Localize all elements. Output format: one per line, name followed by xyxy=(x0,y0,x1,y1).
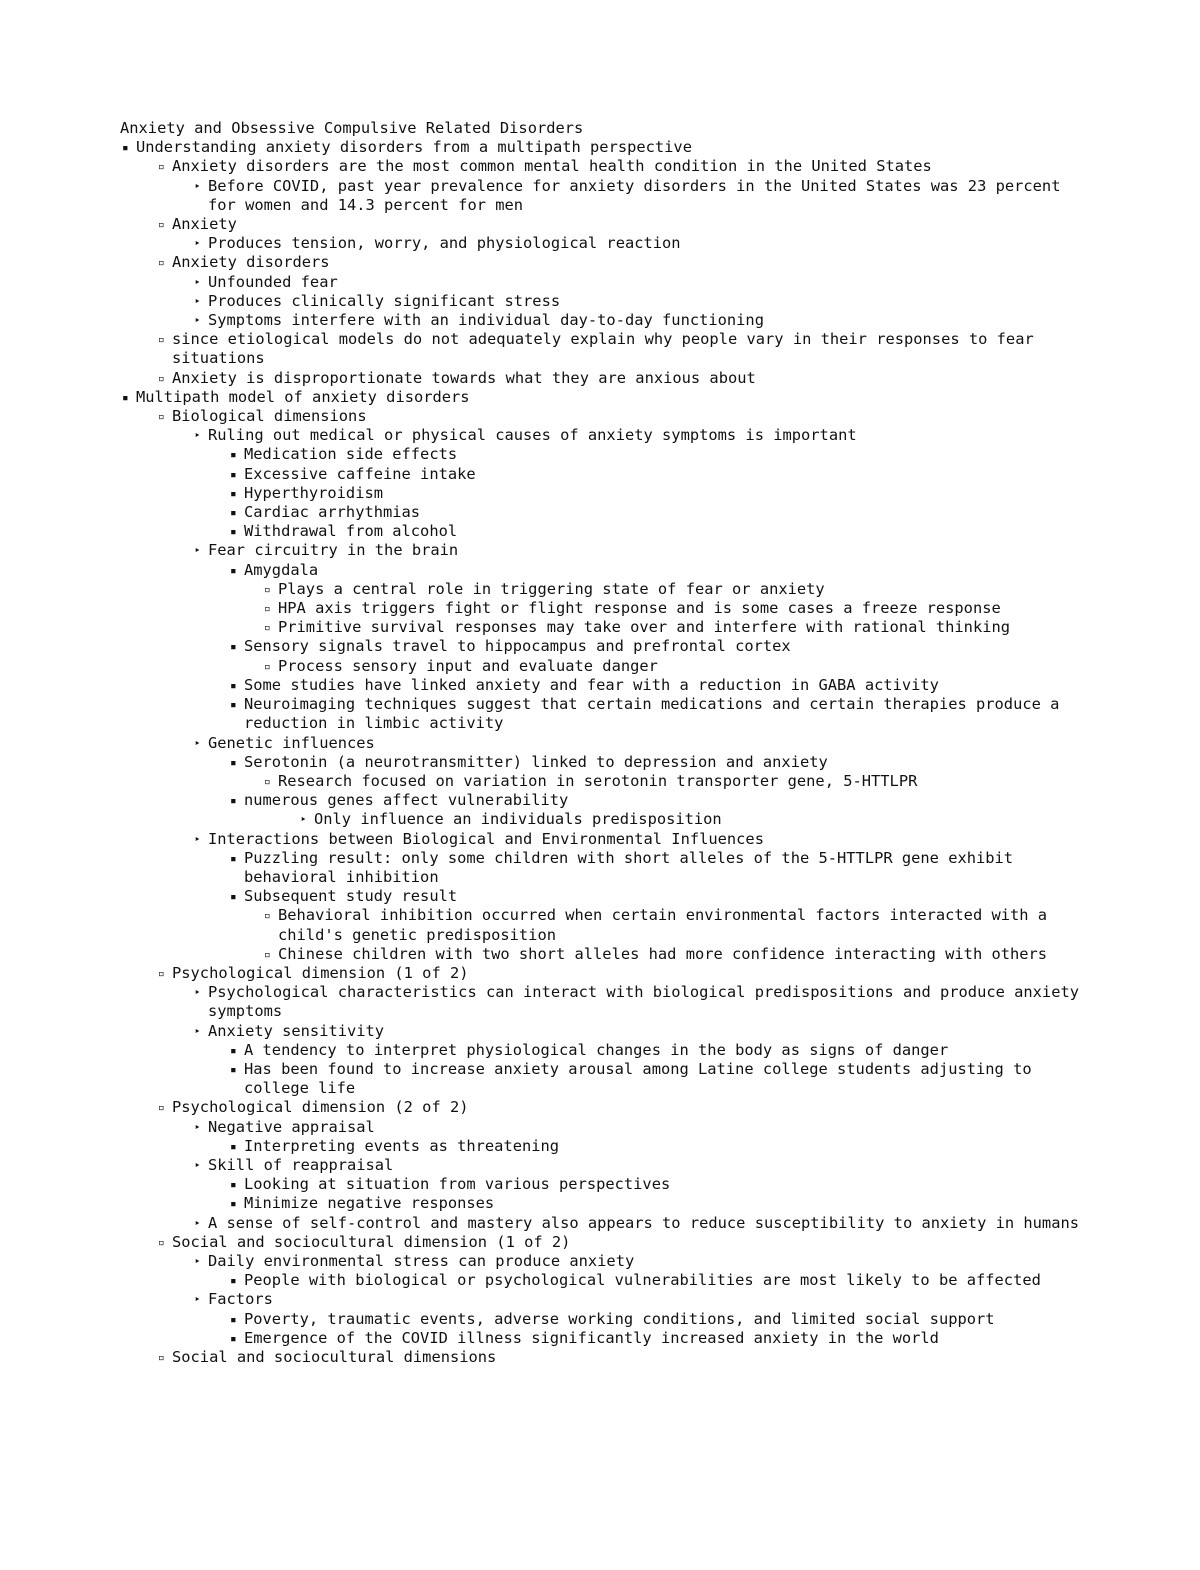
bullet-marker-icon: ‣ xyxy=(194,275,201,289)
bullet-marker-icon: ▪ xyxy=(230,1043,237,1057)
outline-item-text: Interactions between Biological and Environmental Influences xyxy=(208,829,764,848)
outline-item xyxy=(120,465,1088,484)
outline-item xyxy=(120,426,1088,445)
outline-item xyxy=(120,772,1088,791)
outline-item xyxy=(120,657,1088,676)
outline-item xyxy=(120,1252,1088,1271)
bullet-marker-icon: ▪ xyxy=(230,755,237,769)
bullet-marker-icon: ▪ xyxy=(230,467,237,481)
bullet-marker-icon: ‣ xyxy=(194,1293,201,1307)
outline-item xyxy=(120,1137,1088,1156)
bullet-marker-icon: ▫ xyxy=(158,160,165,174)
outline-item-text: Genetic influences xyxy=(208,733,375,752)
outline-item-text: Anxiety disorders are the most common mental health condition in the United States xyxy=(172,157,932,176)
outline-item xyxy=(120,138,1088,157)
outline-item xyxy=(120,157,1088,176)
bullet-marker-icon: ▫ xyxy=(158,1351,165,1364)
outline-item xyxy=(120,830,1088,849)
outline-item-text: Neuroimaging techniques suggest that certain medications and certain therapies produce a reduction in limbic activity xyxy=(244,695,1069,733)
document-title: Anxiety and Obsessive Compulsive Related Disorders xyxy=(120,119,584,137)
bullet-marker-icon: ‣ xyxy=(194,179,201,193)
outline-item-text: Social and sociocultural dimension (1 of 2) xyxy=(172,1232,571,1251)
outline-item-text: Psychological dimension (2 of 2) xyxy=(172,1098,469,1117)
bullet-marker-icon: ▪ xyxy=(230,1312,237,1326)
outline-item-text: Factors xyxy=(208,1290,273,1309)
bullet-marker-icon: ▫ xyxy=(158,333,165,347)
bullet-marker-icon: ▫ xyxy=(158,218,165,232)
bullet-marker-icon: ▪ xyxy=(230,890,237,904)
outline-item-text: Biological dimensions xyxy=(172,407,367,426)
bullet-marker-icon: ▪ xyxy=(230,448,237,462)
document-body xyxy=(120,119,1088,1367)
outline-item xyxy=(120,388,1088,407)
outline-item xyxy=(120,1175,1088,1194)
outline-item-text: Serotonin (a neurotransmitter) linked to depression and anxiety xyxy=(244,752,828,771)
outline-item xyxy=(120,1271,1088,1290)
bullet-marker-icon: ▫ xyxy=(158,1235,165,1249)
outline-item xyxy=(120,945,1088,964)
bullet-marker-icon: ▪ xyxy=(230,794,237,808)
outline-item xyxy=(120,369,1088,388)
bullet-marker-icon: ▫ xyxy=(158,256,165,270)
bullet-marker-icon: ‣ xyxy=(194,832,201,846)
outline-item-text: since etiological models do not adequately explain why people vary in their responses to fear situations xyxy=(172,330,1044,368)
outline-item-text: Emergence of the COVID illness significantly increased anxiety in the world xyxy=(244,1328,939,1347)
bullet-marker-icon: ▫ xyxy=(264,659,271,673)
bullet-marker-icon: ‣ xyxy=(194,1120,201,1134)
outline-item xyxy=(120,964,1088,983)
outline-item xyxy=(120,273,1088,292)
outline-item-text: Behavioral inhibition occurred when certain environmental factors interacted with a child's genetic predisposition xyxy=(278,906,1057,944)
outline-item-text: Excessive caffeine intake xyxy=(244,464,476,483)
outline-item xyxy=(120,695,1088,733)
outline-item xyxy=(120,311,1088,330)
outline-item xyxy=(120,541,1088,560)
bullet-marker-icon: ▪ xyxy=(230,1331,237,1345)
outline-item-text: Chinese children with two short alleles had more confidence interacting with others xyxy=(278,944,1048,963)
outline-item-text: Anxiety sensitivity xyxy=(208,1021,385,1040)
outline-item-text: HPA axis triggers fight or flight response and is some cases a freeze response xyxy=(278,599,1001,618)
outline-item-text: Plays a central role in triggering state of fear or anxiety xyxy=(278,579,825,598)
bullet-marker-icon: ‣ xyxy=(194,314,201,328)
outline-item xyxy=(120,253,1088,272)
outline-item xyxy=(120,484,1088,503)
outline-item xyxy=(120,1041,1088,1060)
outline-item-text: Fear circuitry in the brain xyxy=(208,541,459,560)
bullet-marker-icon: ‣ xyxy=(194,1024,201,1038)
outline-item xyxy=(120,1098,1088,1117)
outline-item-text: Anxiety is disproportionate towards what they are anxious about xyxy=(172,368,756,387)
outline-item xyxy=(120,445,1088,464)
bullet-marker-icon: ▪ xyxy=(230,1178,237,1192)
outline-item-text: Sensory signals travel to hippocampus and prefrontal cortex xyxy=(244,637,791,656)
outline-item xyxy=(120,849,1088,887)
outline-item-text: Has been found to increase anxiety arousal among Latine college students adjusting to college life xyxy=(244,1059,1041,1098)
outline-list xyxy=(120,138,1088,1367)
outline-item-text: Poverty, traumatic events, adverse working conditions, and limited social support xyxy=(244,1309,995,1328)
outline-item-text: Symptoms interfere with an individual day-to-day functioning xyxy=(208,311,764,330)
outline-item xyxy=(120,676,1088,695)
outline-item-text: Puzzling result: only some children with short alleles of the 5-HTTLPR gene exhibit behavioral inhibition xyxy=(244,848,1023,886)
outline-item xyxy=(120,1348,1088,1367)
outline-item-text: Unfounded fear xyxy=(208,272,338,291)
outline-item xyxy=(120,292,1088,311)
outline-item xyxy=(120,407,1088,426)
bullet-marker-icon: ▪ xyxy=(230,506,237,520)
outline-item xyxy=(120,580,1088,599)
outline-item-text: Looking at situation from various perspectives xyxy=(244,1175,671,1194)
outline-item xyxy=(120,734,1088,753)
outline-item-text: Produces tension, worry, and physiological reaction xyxy=(208,234,681,253)
bullet-marker-icon: ▫ xyxy=(264,909,271,923)
bullet-marker-icon: ▪ xyxy=(230,851,237,865)
outline-item-text: Psychological characteristics can interact with biological predispositions and produce anxiety symptoms xyxy=(208,983,1089,1021)
outline-item xyxy=(120,791,1088,810)
outline-item xyxy=(120,561,1088,580)
outline-item-text: Interpreting events as threatening xyxy=(244,1136,560,1155)
bullet-marker-icon: ▪ xyxy=(230,640,237,654)
bullet-marker-icon: ‣ xyxy=(300,813,307,827)
bullet-marker-icon: ‣ xyxy=(194,544,201,558)
outline-item-text: Daily environmental stress can produce anxiety xyxy=(208,1251,635,1270)
outline-item xyxy=(120,887,1088,906)
outline-item xyxy=(120,1214,1088,1233)
outline-item xyxy=(120,637,1088,656)
outline-item-text: Minimize negative responses xyxy=(244,1194,495,1213)
outline-item-text: Anxiety disorders xyxy=(172,253,330,272)
outline-item xyxy=(120,177,1088,215)
outline-item xyxy=(120,215,1088,234)
bullet-marker-icon: ‣ xyxy=(194,237,201,251)
bullet-marker-icon: ‣ xyxy=(194,429,201,443)
outline-item-text: People with biological or psychological vulnerabilities are most likely to be affected xyxy=(244,1271,1041,1290)
outline-item xyxy=(120,983,1088,1021)
outline-item-text: Before COVID, past year prevalence for anxiety disorders in the United States was 23 percent for women and 14.3 percent for men xyxy=(208,176,1070,214)
outline-item-text: Multipath model of anxiety disorders xyxy=(136,387,470,406)
outline-item xyxy=(120,1156,1088,1175)
outline-item-text: Produces clinically significant stress xyxy=(208,291,561,310)
outline-item xyxy=(120,503,1088,522)
outline-item xyxy=(120,1194,1088,1213)
outline-item-text: numerous genes affect vulnerability xyxy=(244,791,569,810)
bullet-marker-icon: ▪ xyxy=(230,698,237,712)
outline-item-text: Social and sociocultural dimensions xyxy=(172,1348,497,1366)
outline-item xyxy=(120,1022,1088,1041)
outline-item-text: Negative appraisal xyxy=(208,1117,375,1136)
outline-item-text: Subsequent study result xyxy=(244,887,458,906)
bullet-marker-icon: ▪ xyxy=(230,486,237,500)
outline-item-text: Research focused on variation in serotonin transporter gene, 5-HTTLPR xyxy=(278,771,918,790)
outline-item-text: A sense of self-control and mastery also appears to reduce susceptibility to anxiety in humans xyxy=(208,1213,1079,1232)
outline-item-text: Process sensory input and evaluate danger xyxy=(278,656,658,675)
bullet-marker-icon: ▪ xyxy=(122,390,129,404)
outline-item xyxy=(120,330,1088,368)
outline-item xyxy=(120,906,1088,944)
outline-item-text: Skill of reappraisal xyxy=(208,1155,394,1174)
bullet-marker-icon: ▫ xyxy=(158,1101,165,1115)
outline-item xyxy=(120,1233,1088,1252)
outline-item-text: Anxiety xyxy=(172,215,237,234)
bullet-marker-icon: ▪ xyxy=(230,525,237,539)
bullet-marker-icon: ▪ xyxy=(230,1062,237,1076)
outline-item-text: Some studies have linked anxiety and fear with a reduction in GABA activity xyxy=(244,675,939,694)
bullet-marker-icon: ‣ xyxy=(194,986,201,1000)
bullet-marker-icon: ▪ xyxy=(230,1274,237,1288)
bullet-marker-icon: ▪ xyxy=(230,678,237,692)
outline-item xyxy=(120,599,1088,618)
outline-item-text: Only influence an individuals predisposition xyxy=(314,810,722,829)
outline-item-text: Medication side effects xyxy=(244,445,458,464)
outline-item xyxy=(120,1310,1088,1329)
bullet-marker-icon: ▫ xyxy=(264,582,271,596)
bullet-marker-icon: ▪ xyxy=(230,1197,237,1211)
bullet-marker-icon: ▪ xyxy=(122,141,129,155)
outline-item-text: Hyperthyroidism xyxy=(244,483,383,502)
outline-item-text: Ruling out medical or physical causes of anxiety symptoms is important xyxy=(208,426,857,445)
outline-item xyxy=(120,1118,1088,1137)
bullet-marker-icon: ▫ xyxy=(264,602,271,616)
bullet-marker-icon: ▫ xyxy=(264,774,271,788)
outline-item-text: Cardiac arrhythmias xyxy=(244,503,421,522)
outline-item-text: Amygdala xyxy=(244,560,319,579)
bullet-marker-icon: ‣ xyxy=(194,736,201,750)
bullet-marker-icon: ▫ xyxy=(158,410,165,424)
bullet-marker-icon: ▫ xyxy=(264,621,271,635)
outline-item-text: Withdrawal from alcohol xyxy=(244,522,458,541)
outline-item xyxy=(120,1290,1088,1309)
outline-item xyxy=(120,1329,1088,1348)
bullet-marker-icon: ‣ xyxy=(194,1158,201,1172)
outline-item-text: Primitive survival responses may take over and interfere with rational thinking xyxy=(278,618,1011,637)
outline-item xyxy=(120,753,1088,772)
bullet-marker-icon: ‣ xyxy=(194,1216,201,1230)
outline-item xyxy=(120,618,1088,637)
bullet-marker-icon: ▪ xyxy=(230,563,237,577)
outline-item xyxy=(120,234,1088,253)
outline-item-text: A tendency to interpret physiological changes in the body as signs of danger xyxy=(244,1040,949,1059)
bullet-marker-icon: ▫ xyxy=(264,947,271,961)
bullet-marker-icon: ‣ xyxy=(194,294,201,308)
bullet-marker-icon: ▪ xyxy=(230,1139,237,1153)
outline-item-text: Psychological dimension (1 of 2) xyxy=(172,963,469,982)
bullet-marker-icon: ▫ xyxy=(158,371,165,385)
outline-item xyxy=(120,1060,1088,1098)
outline-item-text: Understanding anxiety disorders from a multipath perspective xyxy=(136,138,692,157)
bullet-marker-icon: ▫ xyxy=(158,966,165,980)
bullet-marker-icon: ‣ xyxy=(194,1254,201,1268)
outline-item xyxy=(120,810,1088,829)
outline-item xyxy=(120,522,1088,541)
